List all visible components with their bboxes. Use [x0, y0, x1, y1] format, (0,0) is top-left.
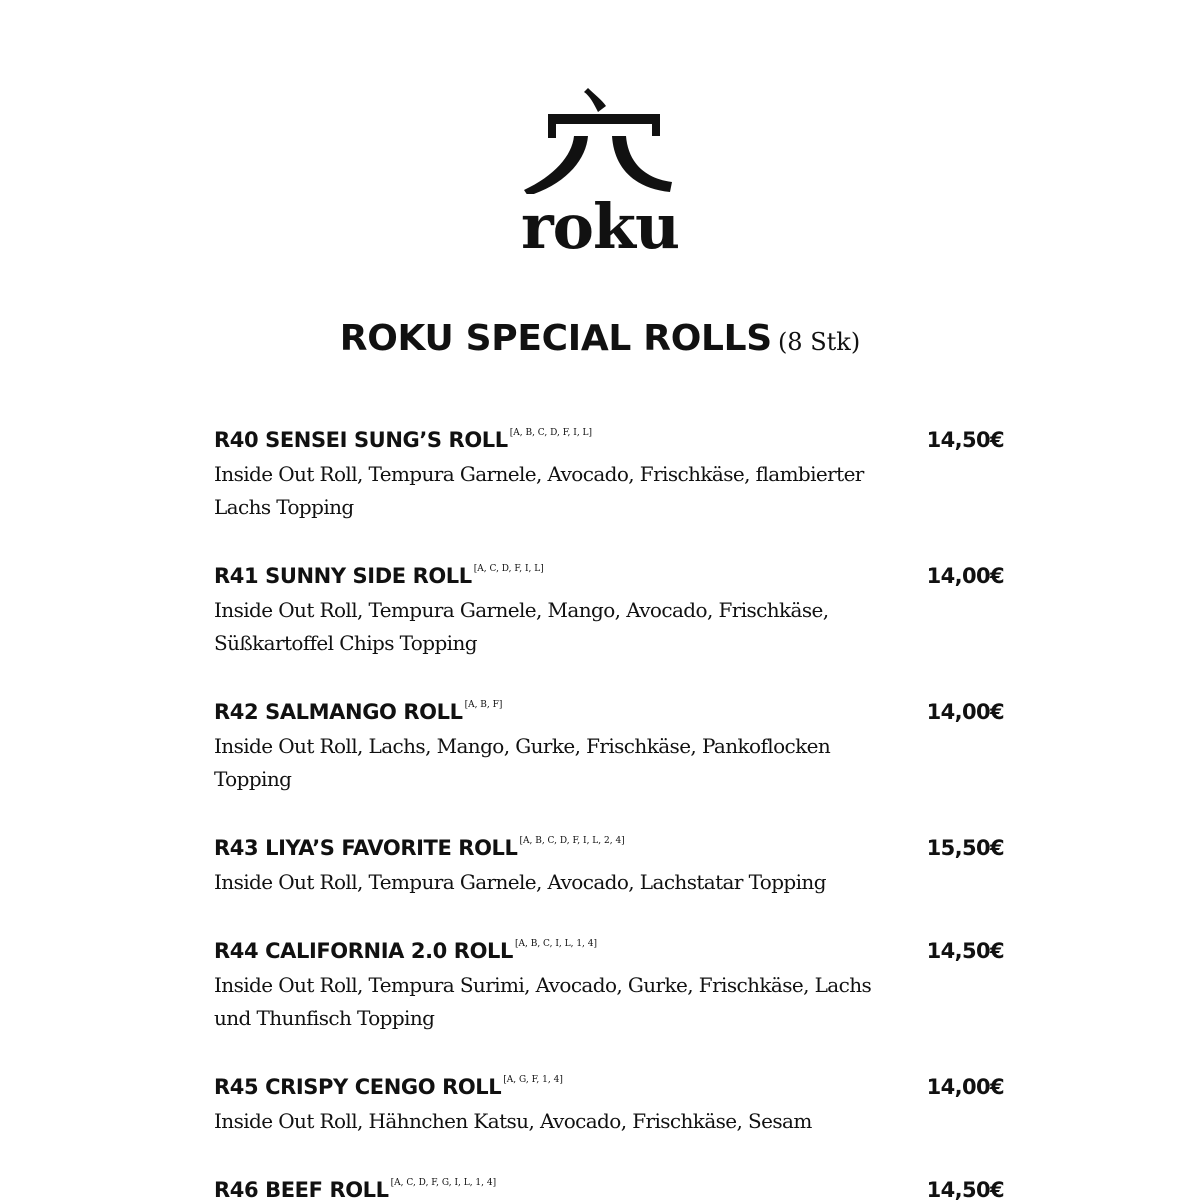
- menu-item-price: 14,50€: [926, 428, 1004, 452]
- menu-item-header: [214, 1172, 1004, 1200]
- roku-logo: [510, 84, 690, 264]
- menu-item: [214, 1069, 1004, 1138]
- menu-item-description: Inside Out Roll, Hähnchen Katsu, Avocado, Frischkäse, Sesam: [214, 1109, 812, 1133]
- menu-item-header: [214, 933, 1004, 969]
- menu-item-name: R44 CALIFORNIA 2.0 ROLL: [214, 939, 513, 963]
- menu-item-allergens: [A, C, D, F, I, L]: [473, 564, 544, 574]
- menu-item-name: R43 LIYA’S FAVORITE ROLL: [214, 836, 518, 860]
- menu-item-price: 14,00€: [926, 1075, 1004, 1099]
- menu-item-header: [214, 422, 1004, 458]
- kanji-logo-icon: [510, 84, 690, 194]
- menu-item-allergens: [A, B, F]: [464, 700, 503, 710]
- menu-item-description: Inside Out Roll, Tempura Surimi, Avocado, Gurke, Frischkäse, Lachs und Thunfisch Topping: [214, 973, 872, 1030]
- menu-item-price: 14,50€: [926, 1178, 1004, 1200]
- menu-item-name: R41 SUNNY SIDE ROLL: [214, 564, 472, 588]
- menu-item-name: R46 BEEF ROLL: [214, 1178, 389, 1200]
- menu-item-name: R45 CRISPY CENGO ROLL: [214, 1075, 502, 1099]
- menu-item-price: 14,00€: [926, 700, 1004, 724]
- menu-item-name: R42 SALMANGO ROLL: [214, 700, 463, 724]
- menu-item-allergens: [A, G, F, 1, 4]: [503, 1075, 563, 1085]
- menu-item-description: Inside Out Roll, Tempura Garnele, Avocado, Lachstatar Topping: [214, 870, 826, 894]
- menu-item-name: R40 SENSEI SUNG’S ROLL: [214, 428, 508, 452]
- menu-items-list: [214, 422, 1004, 1200]
- menu-item: [214, 694, 1004, 796]
- menu-item-price: 14,50€: [926, 939, 1004, 963]
- menu-item: [214, 1172, 1004, 1200]
- menu-item-price: 15,50€: [926, 836, 1004, 860]
- menu-item-description: Inside Out Roll, Tempura Garnele, Mango, Avocado, Frischkäse, Süßkartoffel Chips Topping: [214, 598, 829, 655]
- menu-item-header: [214, 558, 1004, 594]
- menu-item-price: 14,00€: [926, 564, 1004, 588]
- menu-item: [214, 830, 1004, 899]
- menu-item: [214, 422, 1004, 524]
- menu-item-allergens: [A, B, C, D, F, I, L]: [509, 428, 593, 438]
- portion-size: (8 Stk): [777, 328, 861, 356]
- menu-section-title: [0, 318, 1200, 359]
- menu-item-header: [214, 1069, 1004, 1105]
- menu-item-description: Inside Out Roll, Lachs, Mango, Gurke, Frischkäse, Pankoflocken Topping: [214, 734, 831, 791]
- menu-item-header: [214, 830, 1004, 866]
- menu-item: [214, 558, 1004, 660]
- menu-item-allergens: [A, B, C, I, L, 1, 4]: [514, 939, 597, 949]
- menu-item-header: [214, 694, 1004, 730]
- menu-item: [214, 933, 1004, 1035]
- menu-item-allergens: [A, C, D, F, G, I, L, 1, 4]: [390, 1178, 497, 1188]
- menu-item-description: Inside Out Roll, Tempura Garnele, Avocado, Frischkäse, flambierter Lachs Topping: [214, 462, 864, 519]
- logo-wordmark: roku: [520, 190, 680, 263]
- section-title: ROKU SPECIAL ROLLS: [339, 318, 772, 359]
- menu-item-allergens: [A, B, C, D, F, I, L, 2, 4]: [519, 836, 625, 846]
